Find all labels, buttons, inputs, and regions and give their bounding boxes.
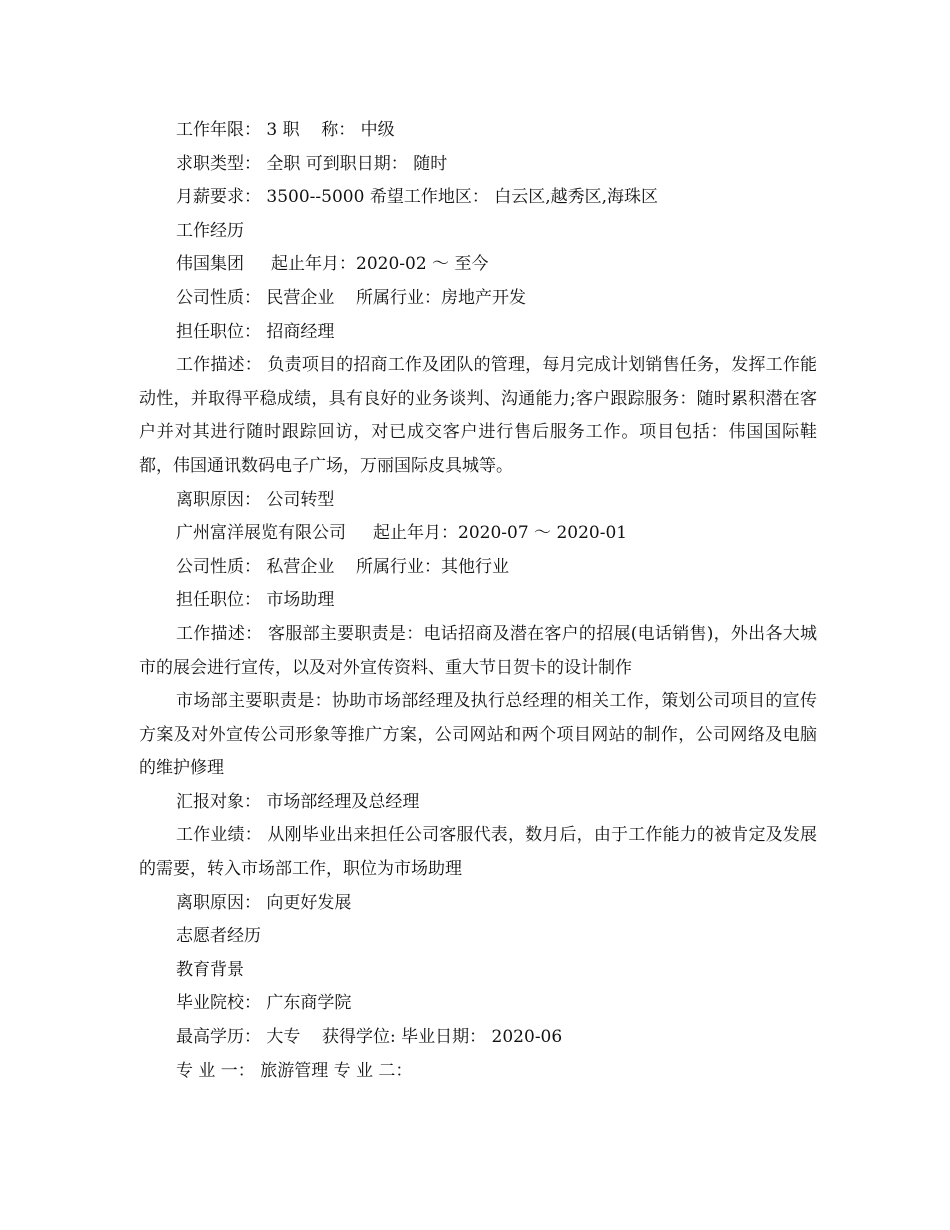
education-school-line: 毕业院校： 广东商学院 bbox=[176, 993, 352, 1014]
job2-achievement: 工作业绩： 从刚毕业出来担任公司客服代表，数月后，由于工作能力的被肯定及发展的需要，转入市场部工作，职位为市场助理 bbox=[139, 825, 817, 880]
education-degree-line: 最高学历： 大专 获得学位: 毕业日期： 2020-06 bbox=[176, 1027, 563, 1048]
job1-leave-reason-line: 离职原因： 公司转型 bbox=[176, 489, 335, 510]
job2-nature-line: 公司性质： 私营企业 所属行业：其他行业 bbox=[176, 556, 510, 577]
job2-description-customer-service: 工作描述： 客服部主要职责是：电话招商及潜在客户的招展(电话销售)，外出各大城市的展会进行宣传，以及对外宣传资料、重大节日贺卡的设计制作 bbox=[139, 623, 817, 678]
work-years-line: 工作年限： 3 职 称： 中级 bbox=[176, 120, 395, 140]
job2-leave-reason-line: 离职原因： 向更好发展 bbox=[176, 892, 352, 913]
job2-description-marketing: 市场部主要职责是：协助市场部经理及执行总经理的相关工作，策划公司项目的宣传方案及对外宣传公司形象等推广方案，公司网站和两个项目网站的制作，公司网络及电脑的维护修理 bbox=[139, 691, 817, 779]
salary-line: 月薪要求： 3500--5000 希望工作地区： 白云区,越秀区,海珠区 bbox=[176, 187, 659, 208]
job1-description: 工作描述： 负责项目的招商工作及团队的管理，每月完成计划销售任务，发挥工作能动性，并取得平稳成绩，具有良好的业务谈判、沟通能力;客户跟踪服务：随时累积潜在客户并对其进行随时跟踪回访，对已成交客户进行售后服务工作。项目包括：伟国国际鞋都，伟国通讯数码电子广场，万丽国际皮具城等。 bbox=[139, 355, 817, 476]
job1-company-line: 伟国集团 起止年月：2020-02 ～ 至今 bbox=[176, 254, 489, 275]
job1-nature-line: 公司性质： 民营企业 所属行业：房地产开发 bbox=[176, 287, 527, 308]
job2-report-to-line: 汇报对象： 市场部经理及总经理 bbox=[176, 791, 420, 812]
section-volunteer: 志愿者经历 bbox=[176, 926, 261, 947]
section-education: 教育背景 bbox=[176, 959, 244, 980]
job-type-line: 求职类型： 全职 可到职日期： 随时 bbox=[176, 153, 448, 174]
job2-position-line: 担任职位： 市场助理 bbox=[176, 590, 335, 611]
resume-body bbox=[139, 114, 817, 1088]
job2-company-line: 广州富洋展览有限公司 起止年月：2020-07 ～ 2020-01 bbox=[176, 523, 628, 544]
job1-position-line: 担任职位： 招商经理 bbox=[176, 321, 335, 342]
section-work-history: 工作经历 bbox=[176, 220, 244, 241]
education-major-line: 专 业 一： 旅游管理 专 业 二： bbox=[176, 1060, 413, 1081]
